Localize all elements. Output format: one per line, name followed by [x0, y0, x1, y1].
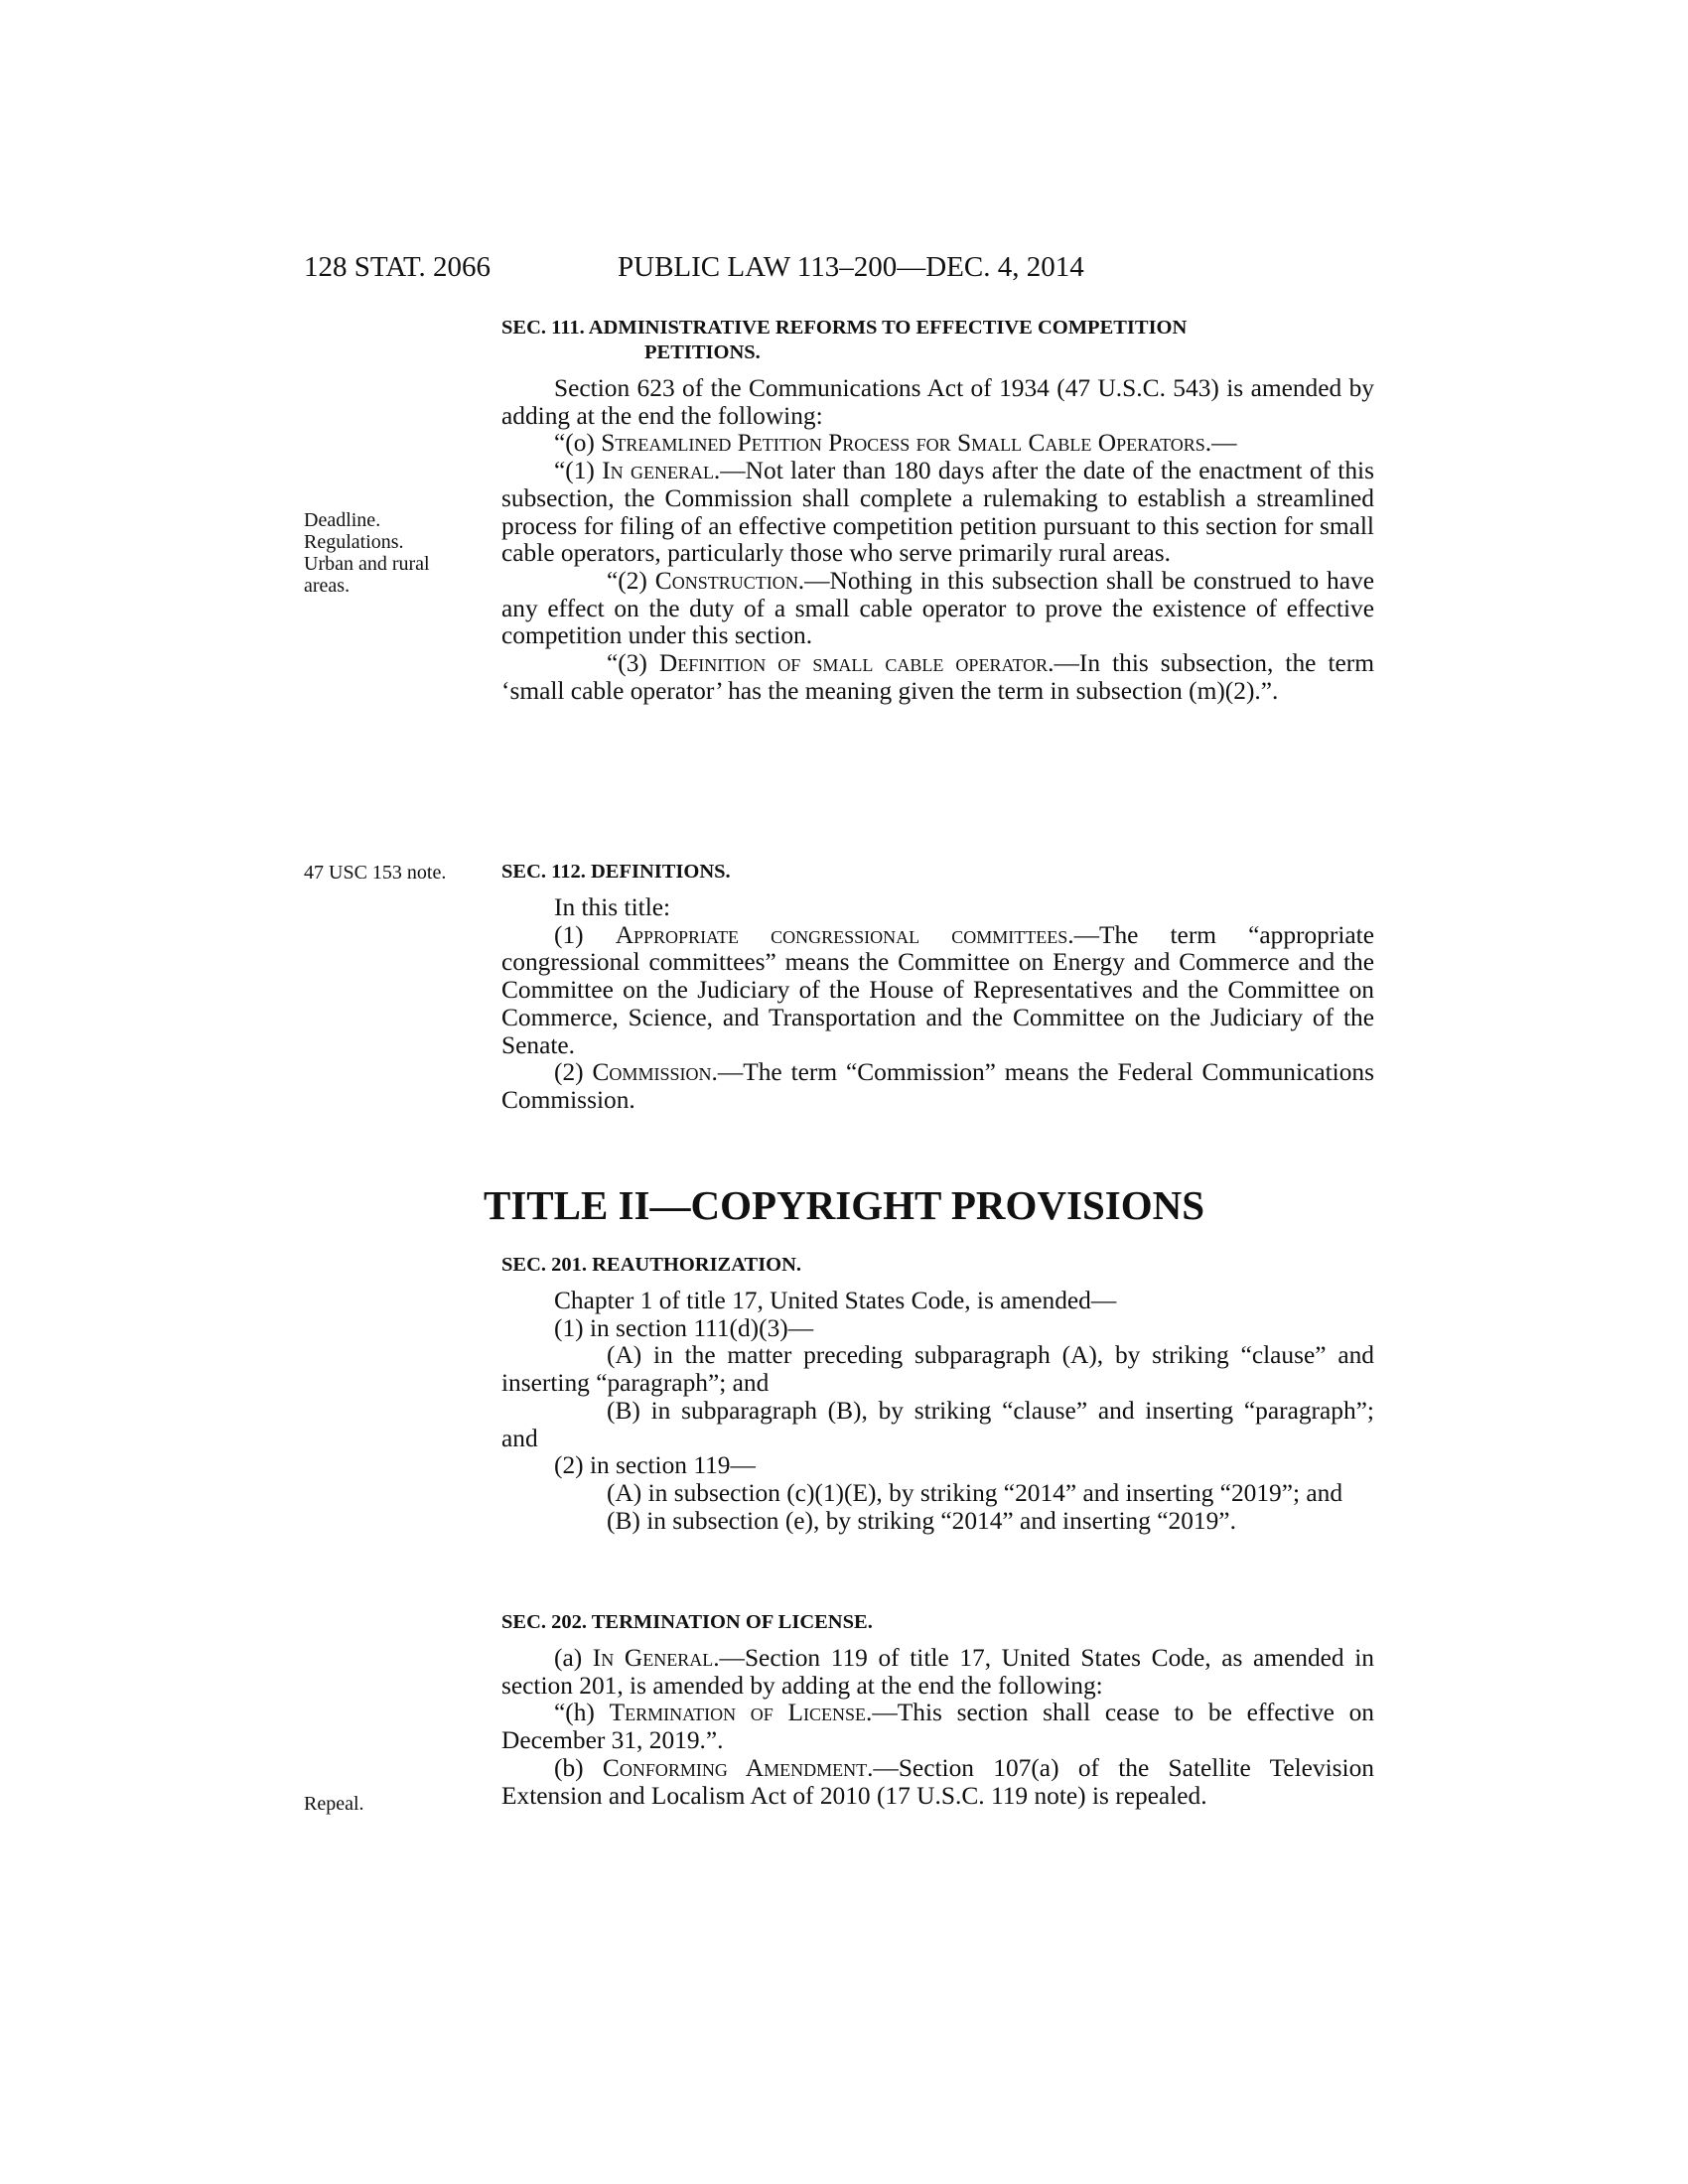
- section-heading: SEC. 112. DEFINITIONS.: [501, 861, 731, 883]
- paragraph-text: —The term “Commission” means the Federal Communications Commission.: [501, 1058, 1374, 1114]
- paragraph: [501, 922, 1374, 1060]
- paragraph: In this title:: [554, 893, 671, 921]
- section-202: [501, 1610, 1374, 1810]
- section-heading: SEC. 201. REAUTHORIZATION.: [501, 1254, 802, 1276]
- section-201: [501, 1253, 1374, 1535]
- enumerator: “(h): [554, 1699, 610, 1727]
- subsection-heading: [501, 430, 1374, 458]
- paragraph: [501, 1645, 1374, 1700]
- section-heading: SEC. 202. TERMINATION OF LICENSE.: [501, 1611, 873, 1633]
- enumerator: “(2): [607, 566, 655, 595]
- section-111: [501, 316, 1374, 705]
- paragraph: [501, 1059, 1374, 1114]
- paragraph-title: Conforming Amendment.: [602, 1753, 874, 1782]
- paragraph-title: In General.: [592, 1644, 720, 1672]
- margin-note-repeal: Repeal.: [304, 1793, 364, 1815]
- paragraph-text: —Section 107(a) of the Satellite Television Extension and Localism Act of 2010 (17 U.S.C. 119 note) is repealed.: [501, 1753, 1374, 1810]
- enumerator: “(3): [607, 649, 659, 678]
- list-item: (1) in section 111(d)(3)—: [554, 1313, 814, 1342]
- paragraph-text: —Nothing in this subsection shall be construed to have any effect on the duty of a small cable operator to prove the existence of effective competition under this section.: [501, 566, 1374, 650]
- paragraph-title: Termination of License.: [609, 1699, 873, 1727]
- paragraph: [501, 1755, 1374, 1810]
- list-item: (2) in section 119—: [554, 1451, 756, 1480]
- margin-note-areas: areas.: [304, 575, 351, 597]
- paragraph: [501, 458, 1374, 568]
- paragraph: Chapter 1 of title 17, United States Code, is amended—: [554, 1287, 1117, 1314]
- title-heading: TITLE II—COPYRIGHT PROVISIONS: [483, 1182, 1205, 1228]
- paragraph-text: —This section shall cease to be effective on December 31, 2019.”.: [501, 1699, 1374, 1755]
- paragraph-title: Definition of small cable operator.: [658, 649, 1055, 678]
- paragraph: Section 623 of the Communications Act of 1934 (47 U.S.C. 543) is amended by adding at the end the following:: [501, 374, 1374, 430]
- enumerator: (b): [554, 1753, 603, 1782]
- list-item: (B) in subsection (e), by striking “2014” and inserting “2019”.: [607, 1506, 1236, 1535]
- page-number: 128 STAT. 2066: [304, 251, 492, 283]
- margin-note-deadline: Deadline.: [304, 509, 381, 531]
- paragraph-text: —Not later than 180 days after the date of the enactment of this subsection, the Commission shall complete a rulemaking to establish a streamlined process for filing of an effective competition petition pursuant to this section for small cable operators, particularly those who serve primarily rural areas.: [501, 457, 1374, 568]
- paragraph: [501, 568, 1374, 650]
- running-head: PUBLIC LAW 113–200—DEC. 4, 2014: [618, 251, 1084, 283]
- paragraph-text: —In this subsection, the term ‘small cable operator’ has the meaning given the term in subsection (m)(2).”.: [501, 649, 1374, 705]
- subsection-title: Streamlined Petition Process for Small Cable Operators.—: [601, 429, 1237, 458]
- section-heading-line: PETITIONS.: [644, 341, 761, 363]
- paragraph-title: Construction.: [654, 566, 805, 595]
- section-heading: [501, 316, 1374, 365]
- paragraph-title: Commission.: [592, 1058, 718, 1087]
- margin-note-urban-rural: Urban and rural: [304, 553, 430, 575]
- enumerator: (2): [554, 1058, 593, 1087]
- margin-note-usc: 47 USC 153 note.: [304, 862, 447, 884]
- paragraph-text: —Section 119 of title 17, United States Code, as amended in section 201, is amended by adding at the end the following:: [501, 1644, 1374, 1700]
- paragraph-title: In general.: [602, 457, 721, 485]
- margin-note-regulations: Regulations.: [304, 531, 404, 553]
- enumerator: “(1): [554, 457, 603, 485]
- section-112: [501, 860, 1374, 1115]
- enumerator: “(o): [554, 429, 602, 458]
- section-heading-line: SEC. 111. ADMINISTRATIVE REFORMS TO EFFECTIVE COMPETITION: [501, 317, 1188, 339]
- paragraph: [501, 650, 1374, 705]
- list-item: (A) in the matter preceding subparagraph (A), by striking “clause” and inserting “paragraph”; and: [501, 1341, 1374, 1398]
- enumerator: (a): [554, 1644, 593, 1672]
- list-item: (B) in subparagraph (B), by striking “clause” and inserting “paragraph”; and: [501, 1396, 1374, 1452]
- paragraph-text: —The term “appropriate congressional committees” means the Committee on Energy and Commerce and the Committee on the Judiciary of the House of Representatives and the Committee on Commerce, Science, and Transportation and the Committee on the Judiciary of the Senate.: [501, 920, 1374, 1059]
- paragraph: [501, 1700, 1374, 1754]
- list-item: (A) in subsection (c)(1)(E), by striking “2014” and inserting “2019”; and: [607, 1478, 1343, 1507]
- margin-note-group: [304, 509, 430, 597]
- paragraph-title: Appropriate congressional committees.: [615, 920, 1074, 949]
- enumerator: (1): [554, 920, 616, 949]
